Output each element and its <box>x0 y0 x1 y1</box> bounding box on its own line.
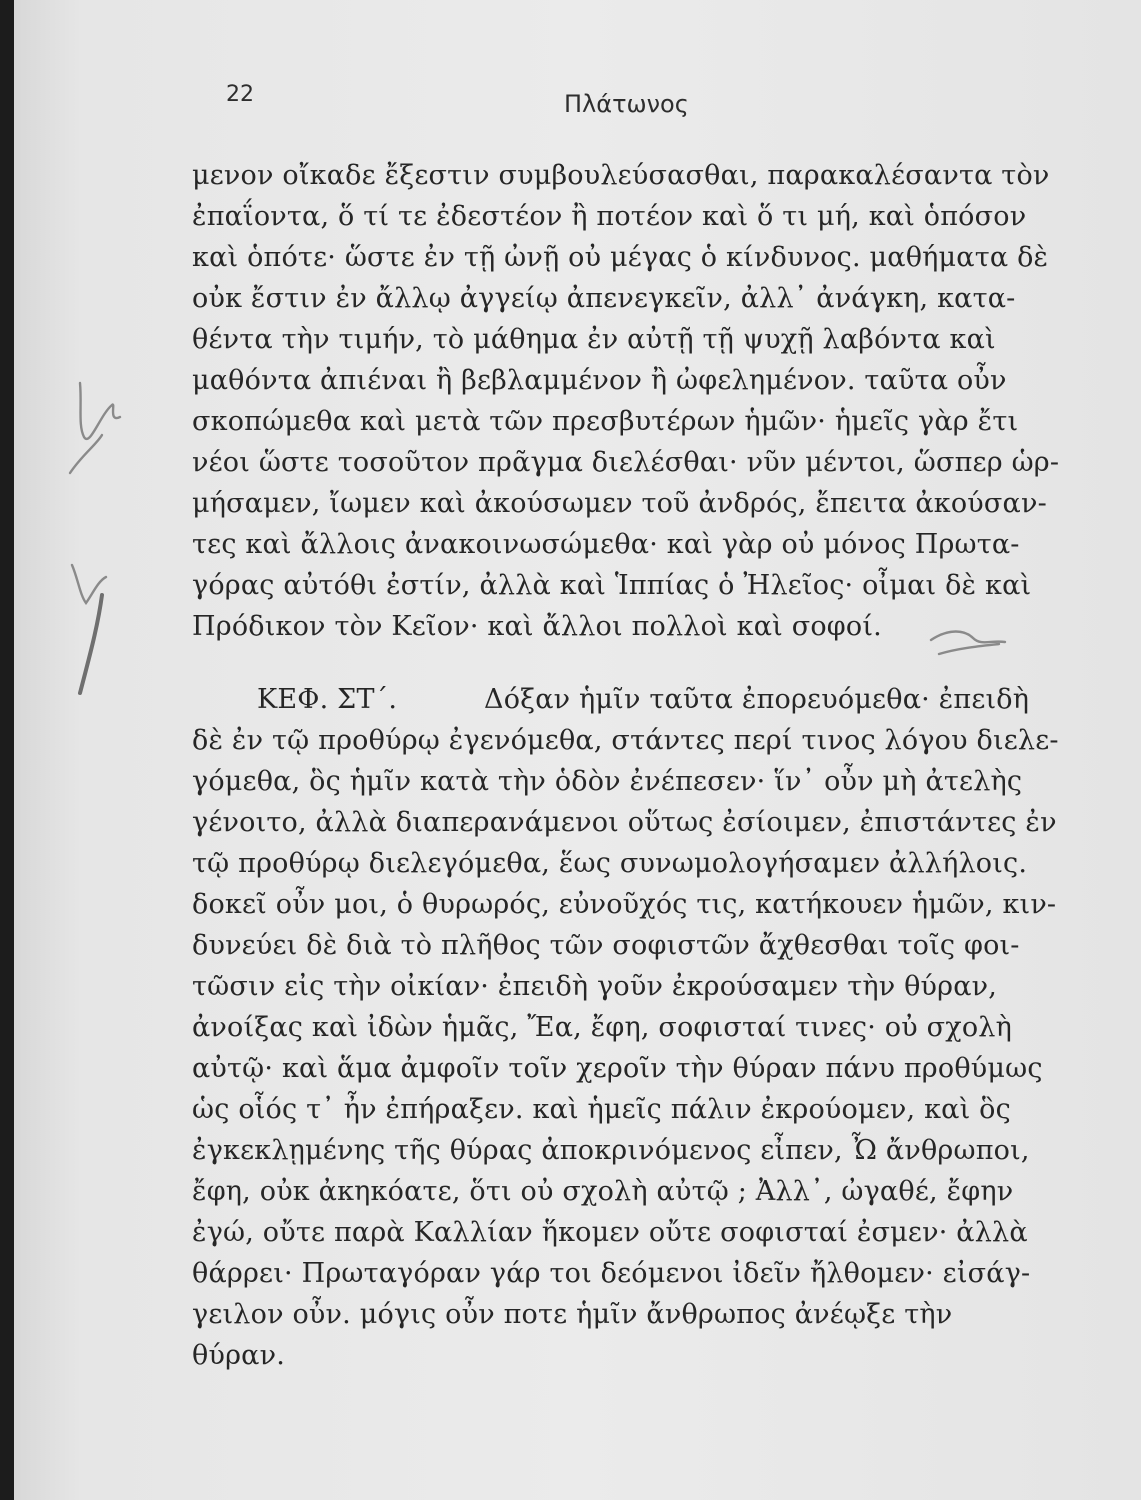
pencil-annotation-mark <box>62 375 132 485</box>
text-line: γόμεθα, ὃς ἡμῖν κατὰ τὴν ὁδὸν ἐνέπεσεν· ἵν᾽ οὖν μὴ ἀτελὴς <box>192 766 1023 797</box>
text-line: ἐγώ, οὔτε παρὰ Καλλίαν ἥκομεν οὔτε σοφισταί ἐσμεν· ἀλλὰ <box>192 1217 1028 1248</box>
text-line: οὐκ ἔστιν ἐν ἄλλῳ ἀγγείῳ ἀπενεγκεῖν, ἀλλ᾽ ἀνάγκη, κατα- <box>192 283 1016 314</box>
text-line: καὶ ὁπότε· ὥστε ἐν τῇ ὠνῇ οὐ μέγας ὁ κίνδυνος. μαθήματα δὲ <box>192 242 1049 273</box>
page-number: 22 <box>226 82 254 107</box>
text-line: Πρόδικον τὸν Κεῖον· καὶ ἄλλοι πολλοὶ καὶ σοφοί. <box>192 611 882 642</box>
text-line: ἐγκεκλῃμένης τῆς θύρας ἀποκρινόμενος εἶπεν, Ὦ ἄνθρωποι, <box>192 1135 1030 1166</box>
text-line: μενον οἴκαδε ἔξεστιν συμβουλεύσασθαι, παρακαλέσαντα τὸν <box>192 160 1050 191</box>
text-line: τῷ προθύρῳ διελεγόμεθα, ἕως συνωμολογήσαμεν ἀλλήλοις. <box>192 848 1028 879</box>
text-line: θύραν. <box>192 1340 285 1371</box>
text-line: ἐπαΐοντα, ὅ τί τε ἐδεστέον ἢ ποτέον καὶ ὅ τι μή, καὶ ὁπόσον <box>192 201 1027 232</box>
text-line: νέοι ὥστε τοσοῦτον πρᾶγμα διελέσθαι· νῦν μέντοι, ὥσπερ ὡρ- <box>192 447 1060 478</box>
text-line: θάρρει· Πρωταγόραν γάρ τοι δεόμενοι ἰδεῖν ἤλθομεν· εἰσάγ- <box>192 1258 1031 1289</box>
running-head: Πλάτωνος <box>564 90 689 118</box>
text-line: μαθόντα ἀπιέναι ἢ βεβλαμμένον ἢ ὠφελημένον. ταῦτα οὖν <box>192 365 1007 396</box>
pencil-vertical-mark <box>58 555 128 705</box>
text-line: σκοπώμεθα καὶ μετὰ τῶν πρεσβυτέρων ἡμῶν· ἡμεῖς γὰρ ἔτι <box>192 406 1019 437</box>
text-line: δυνεύει δὲ διὰ τὸ πλῆθος τῶν σοφιστῶν ἄχθεσθαι τοῖς φοι- <box>192 930 1020 961</box>
text-line: τῶσιν εἰς τὴν οἰκίαν· ἐπειδὴ γοῦν ἐκρούσαμεν τὴν θύραν, <box>192 971 998 1002</box>
text-line: ἀνοίξας καὶ ἰδὼν ἡμᾶς, Ἔα, ἔφη, σοφισταί τινες· οὐ σχολὴ <box>192 1012 1012 1043</box>
text-line: δοκεῖ οὖν μοι, ὁ θυρωρός, εὐνοῦχός τις, κατήκουεν ἡμῶν, κιν- <box>192 889 1057 920</box>
text-line: γένοιτο, ἀλλὰ διαπερανάμενοι οὕτως ἐσίοιμεν, ἐπιστάντες ἐν <box>192 807 1057 838</box>
pencil-end-mark <box>929 618 1009 658</box>
text-line: ἔφη, οὐκ ἀκηκόατε, ὅτι οὐ σχολὴ αὐτῷ ; Ἀλλ᾽, ὠγαθέ, ἔφην <box>192 1176 1014 1207</box>
book-page <box>14 0 1141 1500</box>
chapter-heading: ΚΕΦ. ΣΤ΄. <box>257 684 398 715</box>
text-line: μήσαμεν, ἴωμεν καὶ ἀκούσωμεν τοῦ ἀνδρός, ἔπειτα ἀκούσαν- <box>192 488 1047 519</box>
text-line: γόρας αὐτόθι ἐστίν, ἀλλὰ καὶ Ἱππίας ὁ Ἠλεῖος· οἶμαι δὲ καὶ <box>192 570 1032 601</box>
text-line: δὲ ἐν τῷ προθύρῳ ἐγενόμεθα, στάντες περί τινος λόγου διελε- <box>192 725 1059 756</box>
text-line: γειλον οὖν. μόγις οὖν ποτε ἡμῖν ἄνθρωπος ἀνέῳξε τὴν <box>192 1299 953 1330</box>
text-line: Δόξαν ἡμῖν ταῦτα ἐπορευόμεθα· ἐπειδὴ <box>484 684 1030 715</box>
text-line: τες καὶ ἄλλοις ἀνακοινωσώμεθα· καὶ γὰρ οὐ μόνος Πρωτα- <box>192 529 1020 560</box>
text-line: αὐτῷ· καὶ ἅμα ἀμφοῖν τοῖν χεροῖν τὴν θύραν πάνυ προθύμως <box>192 1053 1043 1084</box>
text-line: ὡς οἷός τ᾽ ἦν ἐπήραξεν. καὶ ἡμεῖς πάλιν ἐκρούομεν, καὶ ὃς <box>192 1094 1011 1125</box>
text-line: θέντα τὴν τιμήν, τὸ μάθημα ἐν αὐτῇ τῇ ψυχῇ λαβόντα καὶ <box>192 324 996 355</box>
